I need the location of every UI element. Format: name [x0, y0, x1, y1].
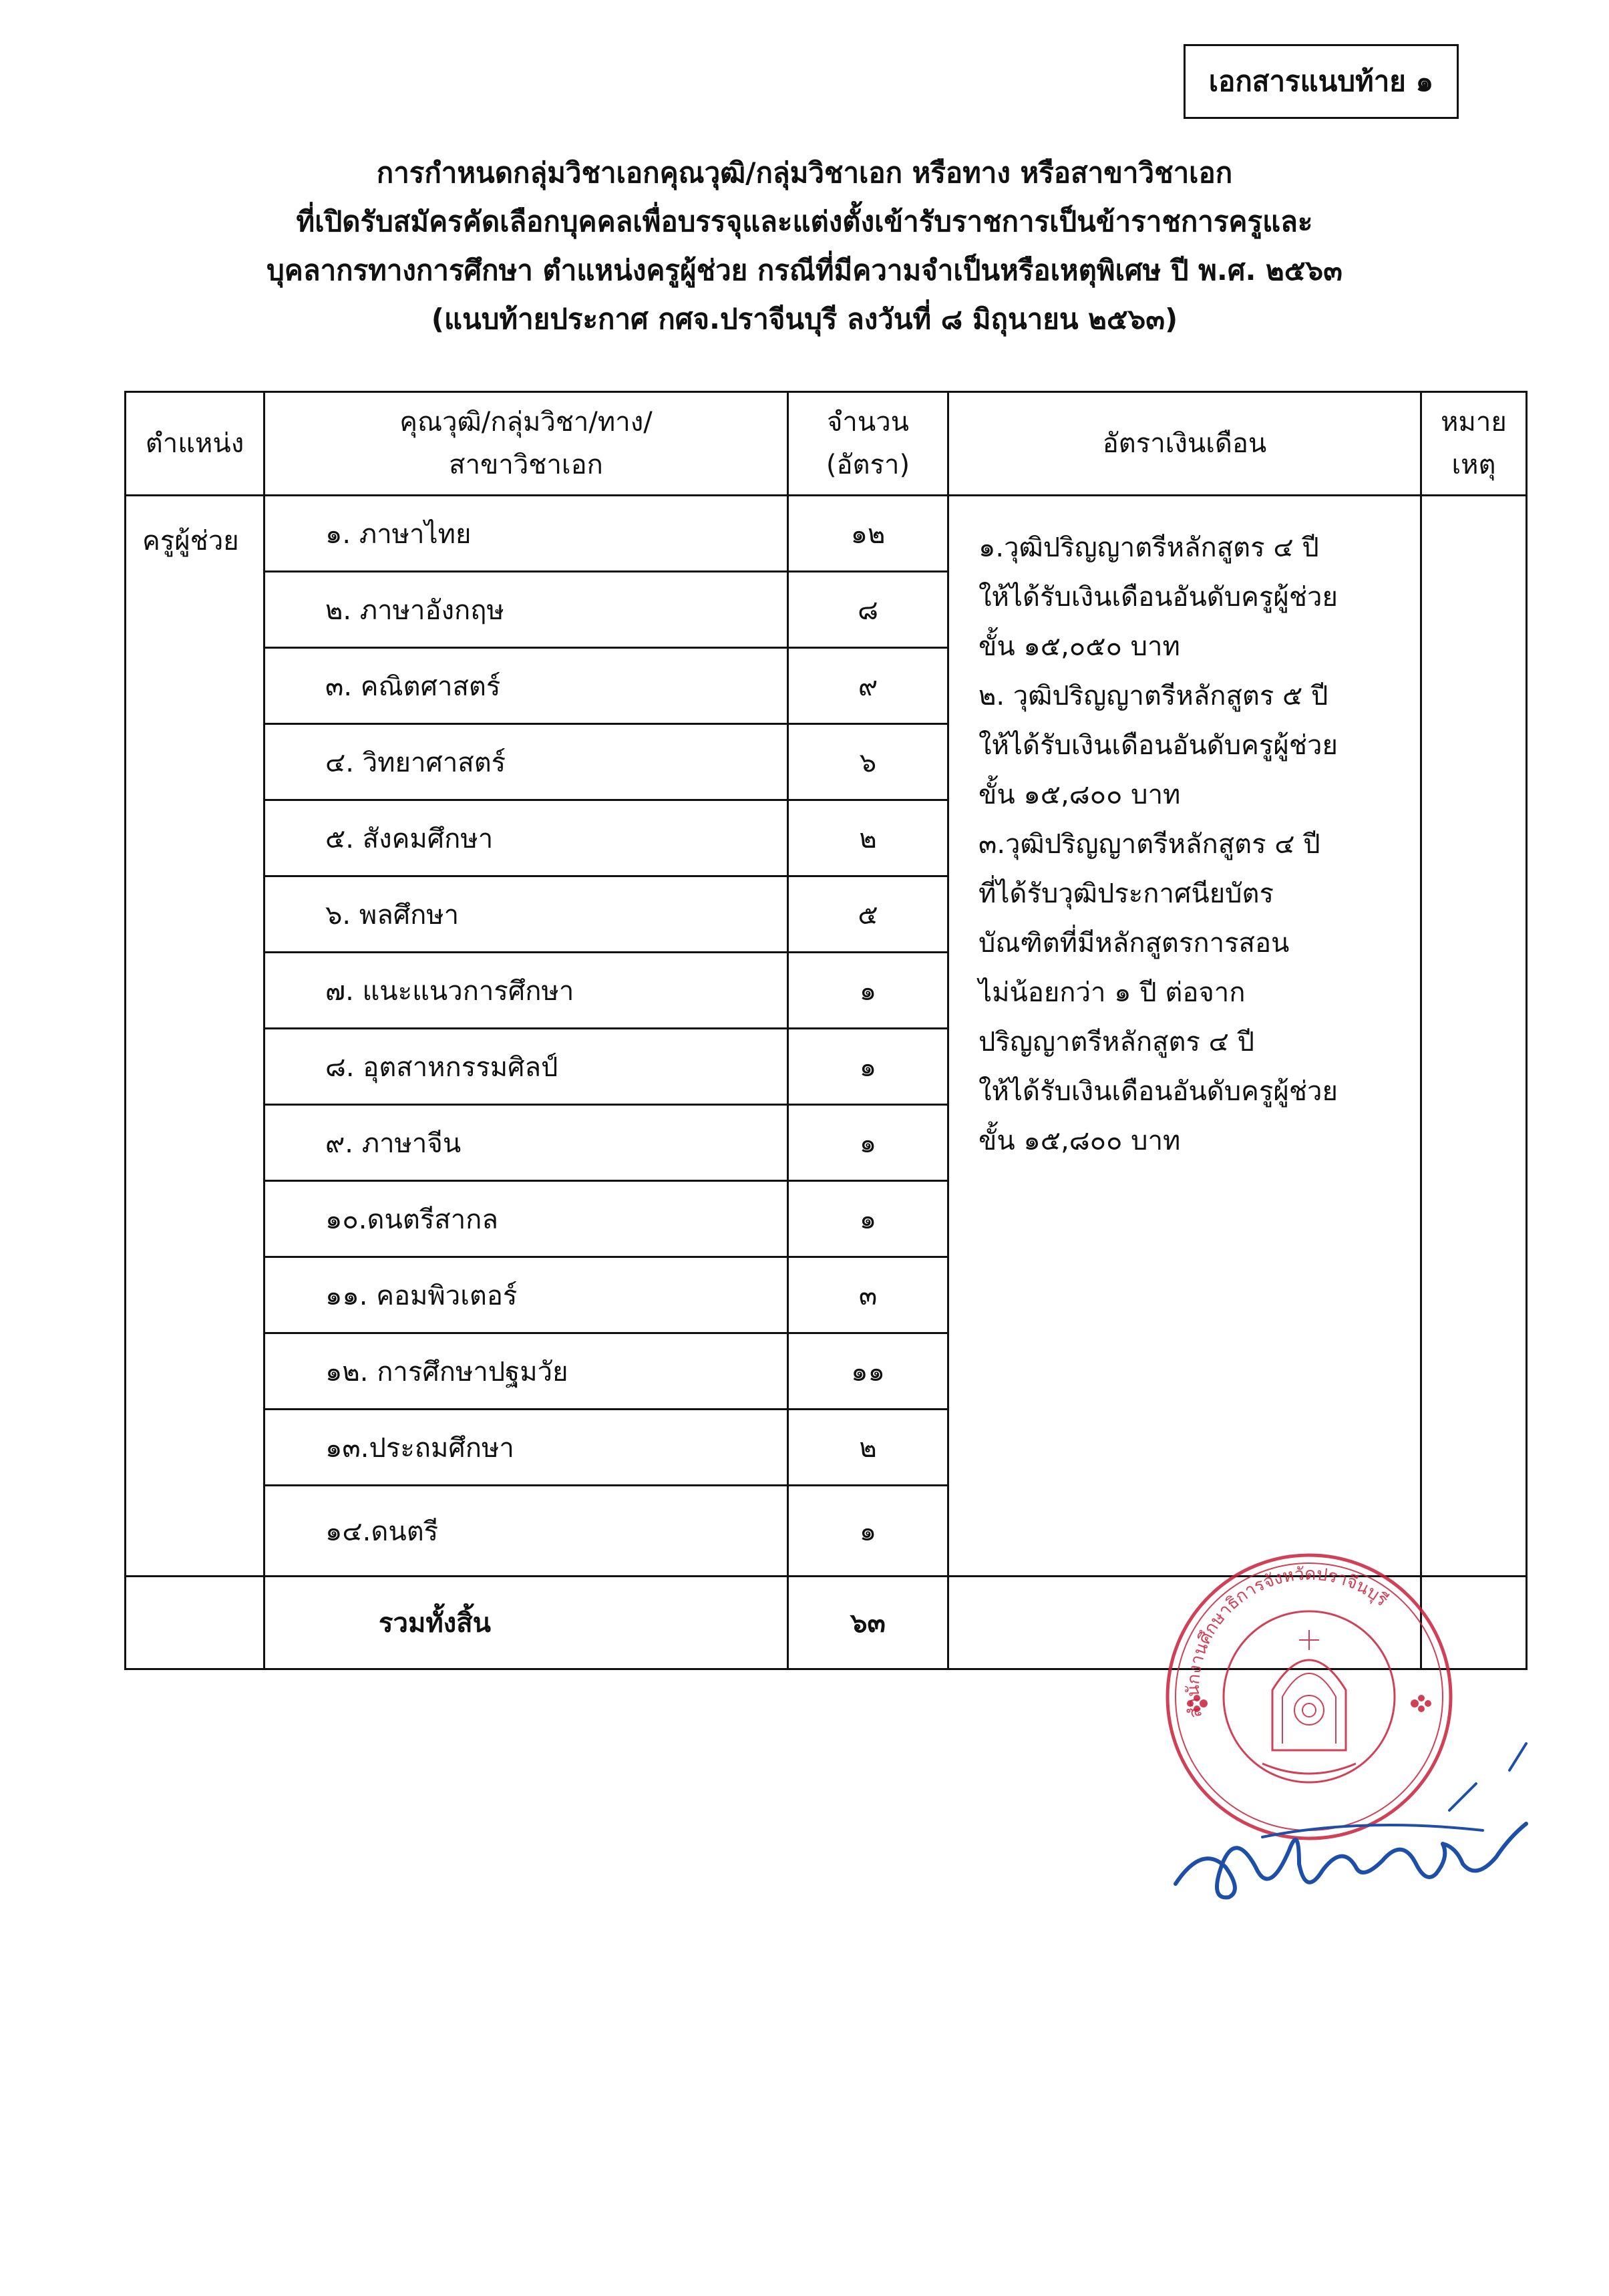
- salary-line: ให้ได้รับเงินเดือนอันดับครูผู้ช่วย: [978, 582, 1338, 613]
- salary-line: ปริญญาตรีหลักสูตร ๔ ปี: [978, 1027, 1255, 1057]
- header-subject: คุณวุฒิ/กลุ่มวิชา/ทาง/ สาขาวิชาเอก: [264, 392, 788, 496]
- salary-line: ให้ได้รับเงินเดือนอันดับครูผู้ช่วย: [978, 730, 1338, 761]
- header-salary: อัตราเงินเดือน: [948, 392, 1421, 496]
- table-header-row: [126, 392, 1527, 496]
- subject-cell: ๘. อุตสาหกรรมศิลป์: [264, 1029, 788, 1105]
- salary-line: ขั้น ๑๕,๐๕๐ บาท: [978, 631, 1180, 662]
- table-body: [126, 496, 1527, 1669]
- signature-icon: [1162, 1730, 1536, 1917]
- positions-table: [124, 391, 1528, 1670]
- subject-cell: ๑๓.ประถมศึกษา: [264, 1410, 788, 1486]
- count-cell: ๘: [788, 572, 948, 648]
- count-cell: ๑: [788, 1029, 948, 1105]
- salary-line: บัณฑิตที่มีหลักสูตรการสอน: [978, 928, 1290, 959]
- count-cell: ๑: [788, 1105, 948, 1181]
- subject-cell: ๓. คณิตศาสตร์: [264, 648, 788, 724]
- subject-cell: ๒. ภาษาอังกฤษ: [264, 572, 788, 648]
- total-label: รวมทั้งสิ้น: [264, 1577, 788, 1669]
- salary-line: ให้ได้รับเงินเดือนอันดับครูผู้ช่วย: [978, 1076, 1338, 1107]
- title-line-1: การกำหนดกลุ่มวิชาเอกคุณวุฒิ/กลุ่มวิชาเอก หรือทาง หรือสาขาวิชาเอก: [376, 156, 1233, 189]
- salary-cell: [948, 496, 1421, 1577]
- subject-cell: ๑๒. การศึกษาปฐมวัย: [264, 1333, 788, 1410]
- salary-line: ขั้น ๑๕,๘๐๐ บาท: [978, 780, 1181, 810]
- count-cell: ๑๒: [788, 496, 948, 572]
- header-remark: หมาย เหตุ: [1421, 392, 1527, 496]
- subject-cell: ๑๑. คอมพิวเตอร์: [264, 1257, 788, 1333]
- header-position: ตำแหน่ง: [126, 392, 264, 496]
- position-cell: ครูผู้ช่วย: [126, 496, 264, 1577]
- subject-cell: ๑๐.ดนตรีสากล: [264, 1181, 788, 1257]
- salary-line: ขั้น ๑๕,๘๐๐ บาท: [978, 1126, 1181, 1156]
- salary-lines: [978, 523, 1420, 1166]
- count-cell: ๒: [788, 800, 948, 876]
- count-cell: ๑๑: [788, 1333, 948, 1410]
- salary-line: ไม่น้อยกว่า ๑ ปี ต่อจาก: [978, 977, 1246, 1008]
- header-count: จำนวน (อัตรา): [788, 392, 948, 496]
- svg-text:สำนักงานศึกษาธิการจังหวัดปราจี: [1184, 1565, 1391, 1719]
- table-row: [126, 496, 1527, 572]
- count-cell: ๙: [788, 648, 948, 724]
- count-cell: ๓: [788, 1257, 948, 1333]
- count-cell: ๑: [788, 1486, 948, 1577]
- salary-line: ๑.วุฒิปริญญาตรีหลักสูตร ๔ ปี: [978, 532, 1319, 563]
- subject-cell: ๑. ภาษาไทย: [264, 496, 788, 572]
- salary-line: ๓.วุฒิปริญญาตรีหลักสูตร ๔ ปี: [978, 829, 1320, 860]
- title-line-3: บุคลากรทางการศึกษา ตำแหน่งครูผู้ช่วย กรณีที่มีความจำเป็นหรือเหตุพิเศษ ปี พ.ศ. ๒๕๖๓: [266, 254, 1343, 287]
- count-cell: ๖: [788, 724, 948, 800]
- count-cell: ๕: [788, 876, 948, 953]
- subject-cell: ๙. ภาษาจีน: [264, 1105, 788, 1181]
- total-empty-cell: [126, 1577, 264, 1669]
- count-cell: ๑: [788, 953, 948, 1029]
- title-line-4: (แนบท้ายประกาศ กศจ.ปราจีนบุรี ลงวันที่ ๘ มิถุนายน ๒๕๖๓): [431, 303, 1178, 335]
- subject-cell: ๗. แนะแนวการศึกษา: [264, 953, 788, 1029]
- total-count: ๖๓: [788, 1577, 948, 1669]
- count-cell: ๒: [788, 1410, 948, 1486]
- count-cell: ๑: [788, 1181, 948, 1257]
- subject-cell: ๑๔.ดนตรี: [264, 1486, 788, 1577]
- salary-line: ๒. วุฒิปริญญาตรีหลักสูตร ๕ ปี: [978, 681, 1328, 711]
- title-line-2: ที่เปิดรับสมัครคัดเลือกบุคคลเพื่อบรรจุและแต่งตั้งเข้ารับราชการเป็นข้าราชการครูและ: [296, 205, 1313, 238]
- seal-text: สำนักงานศึกษาธิการจังหวัดปราจีนบุรี: [1183, 1564, 1392, 1719]
- subject-cell: ๖. พลศึกษา: [264, 876, 788, 953]
- subject-cell: ๔. วิทยาศาสตร์: [264, 724, 788, 800]
- remark-cell: [1421, 496, 1527, 1577]
- salary-line: ที่ได้รับวุฒิประกาศนียบัตร: [978, 878, 1274, 909]
- subject-cell: ๕. สังคมศึกษา: [264, 800, 788, 876]
- document-title: [0, 148, 1609, 343]
- appendix-label: เอกสารแนบท้าย ๑: [1184, 44, 1459, 119]
